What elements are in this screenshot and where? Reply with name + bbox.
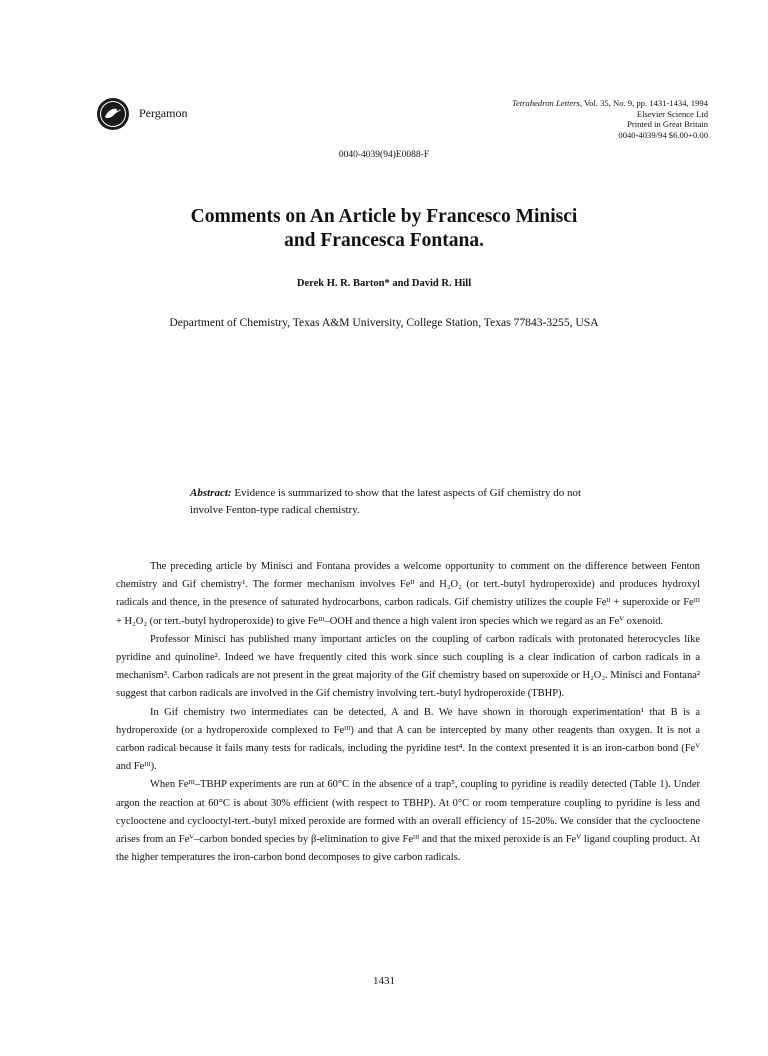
journal-code: 0040-4039/94 $6.00+0.00 — [618, 129, 708, 140]
journal-volume: , Vol. 35, No. 9, pp. 1431-1434, 1994 — [579, 98, 708, 108]
journal-imprint: Elsevier Science Ltd — [636, 108, 708, 119]
abstract-label: Abstract: — [190, 487, 232, 499]
body-paragraph: When Feᴵᴵᴵ–TBHP experiments are run at 60°C in the absence of a trap⁵, coupling to pyridine is readily detected (Table 1). Under argon the reaction at 60°C is about 30% efficient (with respect to TBHP). At 0°C or room temperature coupling to pyridine is less and cyclooctene and cyclooctyl-tert.-butyl mixed peroxide are formed with an overall efficiency of 15-20%. We consider that the cyclooctene arises from an Feⱽ–carbon bonded species by β-elimination to give Feᴵᴵᴵ and that the mixed peroxide is an Feⱽ ligand coupling product. At the higher temperatures the iron-carbon bond decomposes to give carbon radicals. — [116, 779, 700, 864]
journal-printed: Printed in Great Britain — [627, 119, 708, 130]
abstract — [190, 485, 610, 519]
journal-info — [512, 98, 708, 140]
body-paragraph: In Gif chemistry two intermediates can be detected, A and B. We have shown in thorough experimentation¹ that B is a hydroperoxide (or a hydroperoxide complexed to Feᴵᴵᴵ) and that A can be intercepted by many other reagents than oxygen. It is not a carbon radical because it fails many tests for radicals, including the pyridine test⁴. In the context presented it is an iron-carbon bond (Feⱽ and Feᴵᴵᴵ). — [116, 706, 700, 773]
journal-citation — [512, 98, 708, 109]
publisher-name: Pergamon — [139, 106, 188, 120]
article-doi: 0040-4039(94)E0088-F — [338, 150, 430, 160]
page-number: 1431 — [373, 975, 395, 987]
article-body — [116, 558, 700, 867]
body-paragraph: Professor Minisci has published many important articles on the coupling of carbon radicals with protonated heterocycles like pyridine and quinoline². Indeed we have frequently cited this work since such coupling is a clear indication of carbon radicals in a mechanism³. Carbon radicals are not present in the great majority of the Gif chemistry based on superoxide or H₂O₂. Minisci and Fontana² suggest that carbon radicals are involved in the Gif chemistry involving tert.-butyl hydroperoxide (TBHP). — [116, 633, 700, 700]
author-affiliation: Department of Chemistry, Texas A&M University, College Station, Texas 77843-3255, USA — [169, 316, 599, 329]
abstract-text: Evidence is summarized to show that the latest aspects of Gif chemistry do not involve Fenton-type radical chemistry. — [190, 487, 582, 516]
title-line-1: Comments on An Article by Francesco Minisci — [190, 206, 578, 227]
article-authors: Derek H. R. Barton* and David R. Hill — [296, 278, 472, 289]
pergamon-logo-icon — [96, 97, 130, 131]
journal-name: Tetrahedron Letters — [511, 98, 580, 108]
title-line-2: and Francesca Fontana. — [284, 230, 484, 251]
article-title — [120, 205, 648, 253]
body-paragraph: The preceding article by Minisci and Fontana provides a welcome opportunity to comment on the difference between Fenton chemistry and Gif chemistry¹. The former mechanism involves Feᴵᴵ and H₂O₂ (or tert.-butyl hydroperoxide) and produces hydroxyl radicals and thence, in the presence of saturated hydrocarbons, carbon radicals. Gif chemistry utilizes the couple Feᴵᴵ + superoxide or Feᴵᴵᴵ + H₂O₂ (or tert.-butyl hydroperoxide) to give Feᴵᴵᴵ–OOH and thence a high valent iron species which we regard as an Feⱽ oxenoid. — [116, 561, 700, 627]
